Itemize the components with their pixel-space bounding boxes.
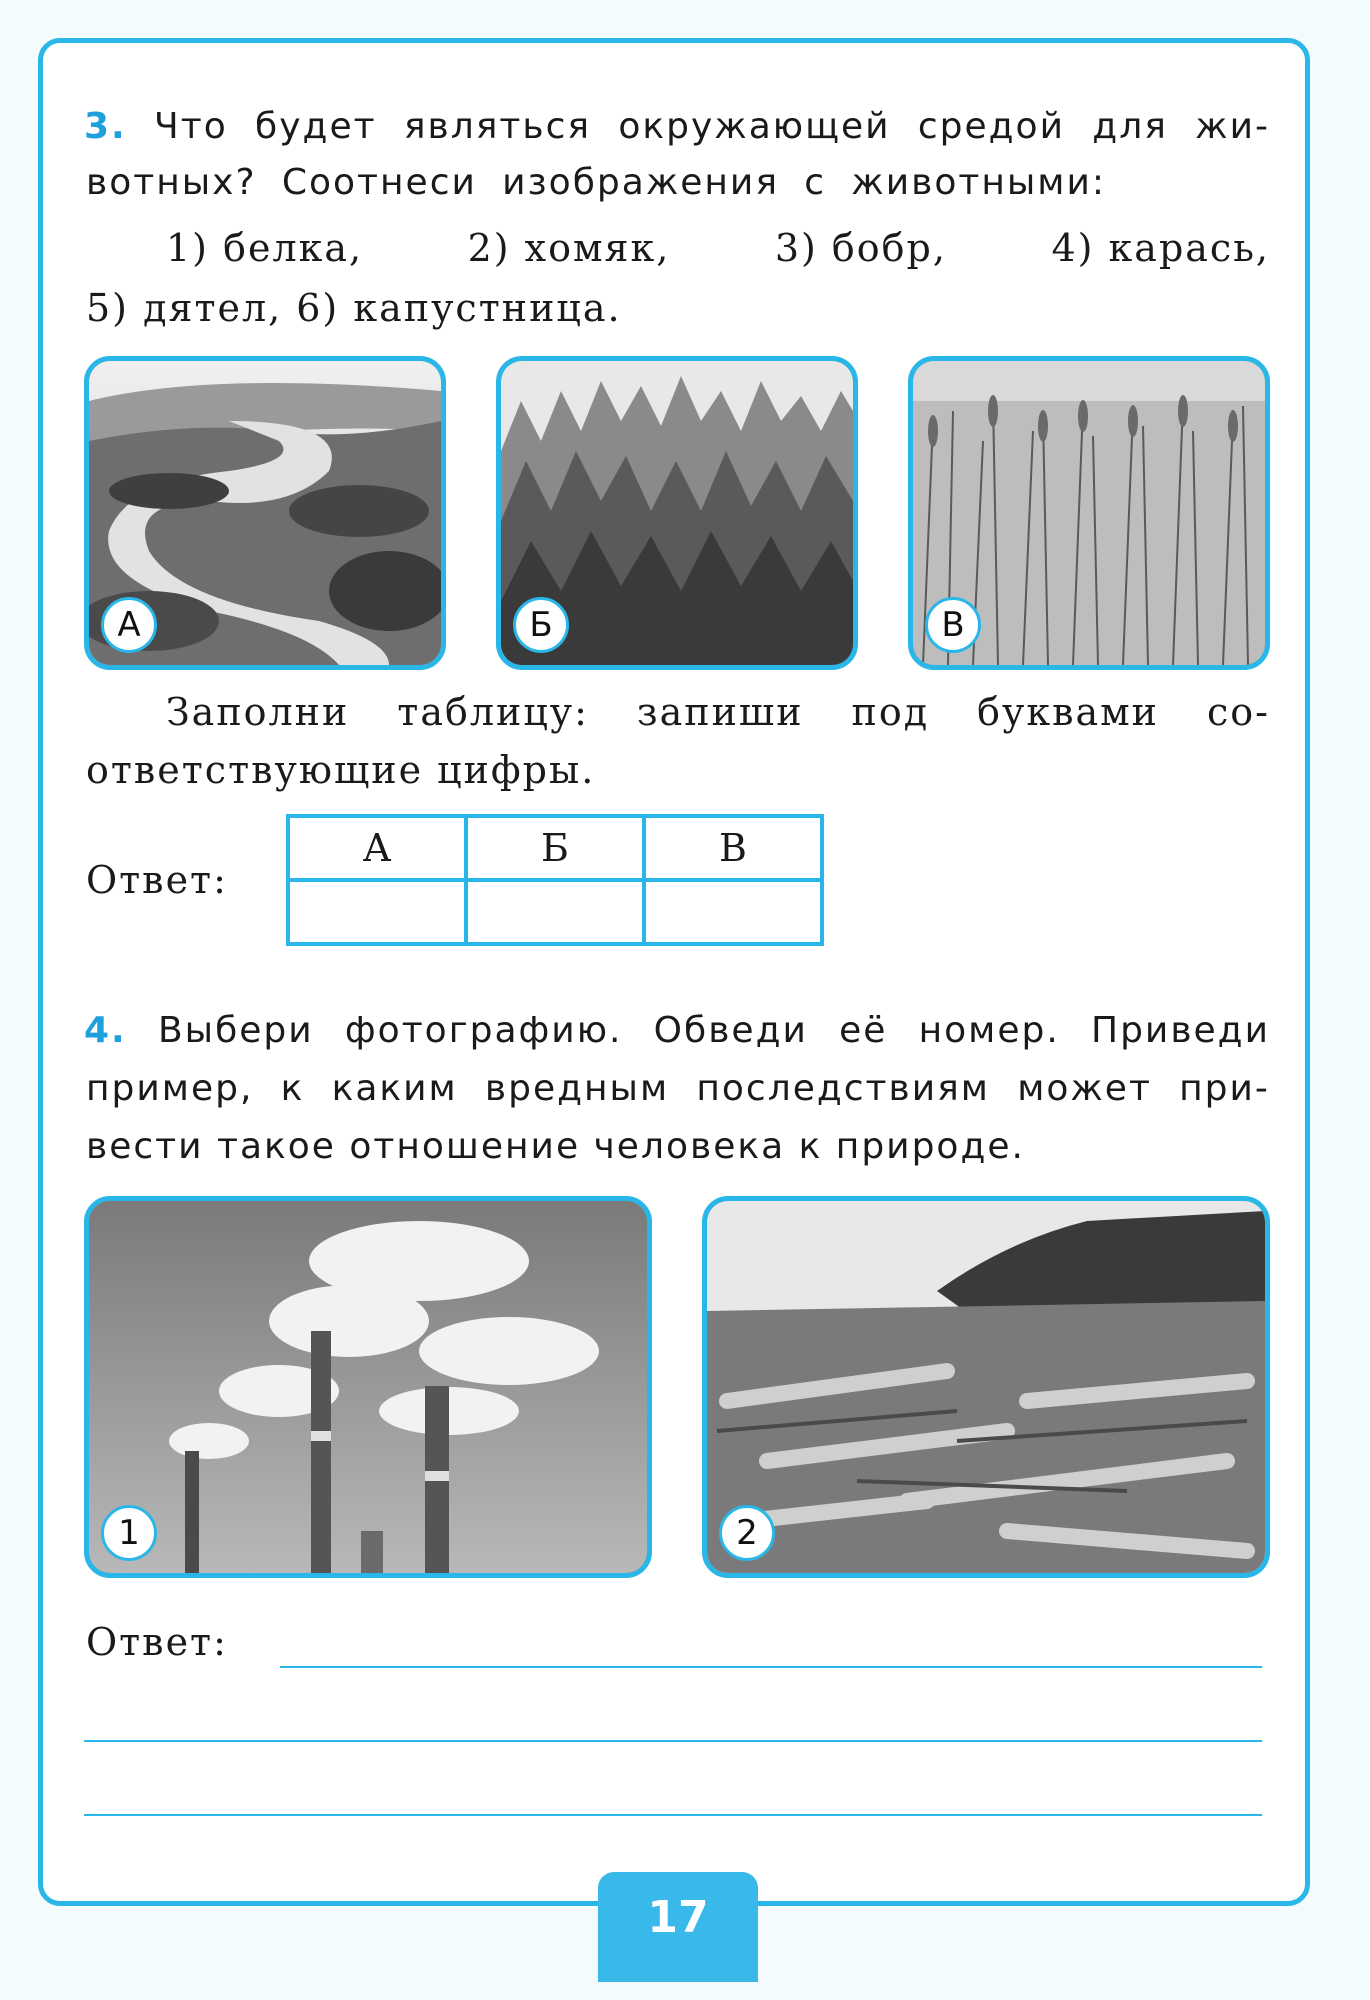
photo-factory[interactable]	[84, 1196, 652, 1578]
word: номер.	[918, 1010, 1060, 1051]
answer-cell-b[interactable]	[466, 880, 644, 944]
animal-item: 3) бобр,	[774, 226, 947, 270]
label-b-badge: Б	[513, 597, 569, 653]
deforestation-logs-photo	[707, 1201, 1265, 1573]
word: Что	[154, 106, 228, 147]
word: к	[280, 1068, 305, 1109]
animal-item: 2) хомяк,	[467, 226, 671, 270]
task3-question-line1	[84, 106, 1270, 147]
task3-animals-line1	[166, 226, 1270, 270]
word: являться	[403, 106, 592, 147]
word: каким	[331, 1068, 458, 1109]
page-number: 17	[598, 1872, 758, 1982]
word: с	[804, 162, 827, 203]
word: Выбери	[157, 1010, 314, 1051]
answer-cell-a[interactable]	[288, 880, 466, 944]
word: Обведи	[653, 1010, 808, 1051]
task4-question-line2	[86, 1068, 1270, 1109]
photo-river[interactable]	[84, 356, 446, 670]
label-1-badge: 1	[101, 1505, 157, 1561]
word: последствиям	[696, 1068, 990, 1109]
word: со-	[1206, 690, 1270, 734]
task4-answer-label: Ответ:	[86, 1620, 228, 1664]
label-v-badge: В	[925, 597, 981, 653]
task3-number: 3.	[84, 106, 127, 147]
word: фотографию.	[344, 1010, 623, 1051]
label-2-badge: 2	[719, 1505, 775, 1561]
animal-item: 1) белка,	[166, 226, 364, 270]
word: изображения	[502, 162, 779, 203]
animal-item: 4) карась,	[1051, 226, 1270, 270]
word: вотных?	[86, 162, 257, 203]
answer-writing-line-3[interactable]	[84, 1814, 1262, 1816]
task3-instruction-line1	[166, 690, 1270, 734]
word: средой	[917, 106, 1065, 147]
table-header-b: Б	[466, 816, 644, 880]
word: будет	[255, 106, 377, 147]
answer-cell-v[interactable]	[644, 880, 822, 944]
task3-answer-label: Ответ:	[86, 858, 228, 902]
answer-writing-line-2[interactable]	[84, 1740, 1262, 1742]
word: животными:	[851, 162, 1106, 203]
word: буквами	[977, 690, 1160, 734]
answer-table	[286, 814, 824, 946]
task4-question-line1	[84, 1010, 1270, 1051]
word: её	[839, 1010, 888, 1051]
word: для	[1092, 106, 1168, 147]
label-a-badge: А	[101, 597, 157, 653]
word: Соотнеси	[281, 162, 477, 203]
factory-smoke-photo	[89, 1201, 647, 1573]
task3-question-line2	[86, 162, 1106, 203]
table-header-v: В	[644, 816, 822, 880]
task3-instruction-line2: ответствующие цифры.	[86, 748, 596, 792]
word: запиши	[636, 690, 804, 734]
word: может	[1017, 1068, 1152, 1109]
word: жи-	[1195, 106, 1270, 147]
word: окружающей	[618, 106, 891, 147]
word: при-	[1179, 1068, 1270, 1109]
photo-forest[interactable]	[496, 356, 858, 670]
table-header-a: А	[288, 816, 466, 880]
photo-deforestation[interactable]	[702, 1196, 1270, 1578]
word: под	[851, 690, 930, 734]
word: вредным	[484, 1068, 670, 1109]
task4-question-line3: вести такое отношение человека к природе.	[86, 1126, 1025, 1167]
word: Приведи	[1091, 1010, 1270, 1051]
photo-wheat-field[interactable]	[908, 356, 1270, 670]
task3-animals-line2: 5) дятел, 6) капустница.	[86, 286, 622, 330]
word: Заполни	[166, 690, 350, 734]
answer-writing-line-1[interactable]	[280, 1666, 1262, 1668]
task4-number: 4.	[84, 1010, 127, 1051]
word: пример,	[86, 1068, 254, 1109]
word: таблицу:	[397, 690, 589, 734]
